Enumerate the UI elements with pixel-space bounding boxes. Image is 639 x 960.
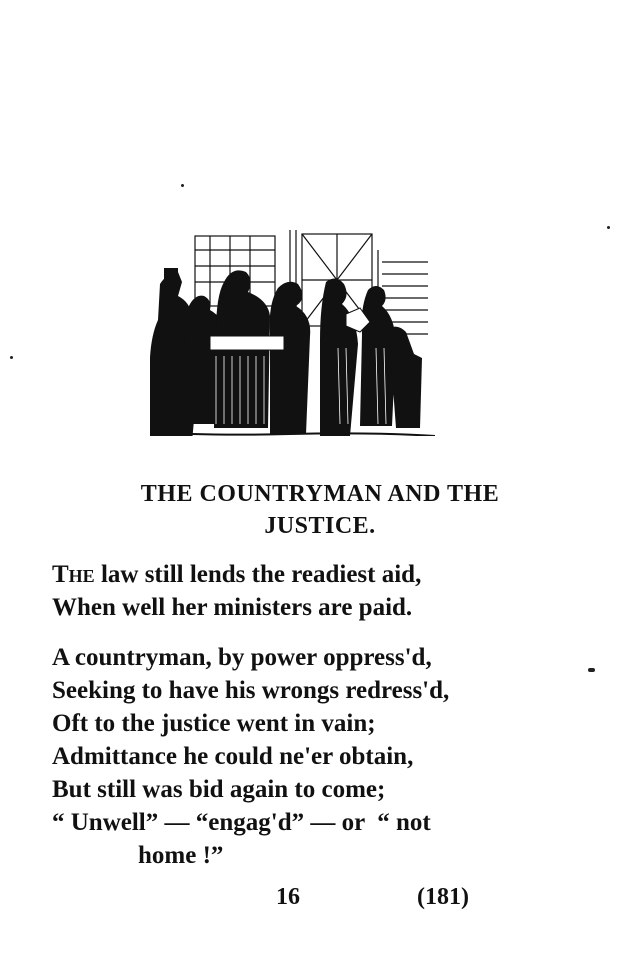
verse-line [52, 558, 552, 591]
verse-line: Admittance he could ne'er obtain, [52, 743, 414, 770]
courtroom-engraving-icon [150, 228, 435, 436]
verse-line: “ Unwell” — “engag'd” — or “ not [52, 809, 431, 836]
sequence-number: (181) [417, 884, 469, 910]
verse-line: But still was bid again to come; [52, 776, 386, 803]
verse-line: Seeking to have his wrongs redress'd, [52, 677, 450, 704]
verse-line: Oft to the justice went in vain; [52, 710, 376, 737]
verse-text: law still lends the readiest aid, [94, 561, 422, 588]
poem-stanza [52, 641, 552, 872]
ink-speck [588, 668, 595, 672]
page-number: 16 [276, 884, 300, 910]
moral-couplet [52, 558, 552, 624]
ink-speck [181, 184, 184, 187]
verse-line: When well her ministers are paid. [52, 594, 413, 621]
verse-line: A countryman, by power oppress'd, [52, 644, 432, 671]
ink-speck [607, 226, 610, 229]
poem-title-line: JUSTICE. [264, 513, 376, 539]
small-caps-word: The [52, 561, 95, 588]
poem-title [60, 478, 580, 542]
poem-title-line: THE COUNTRYMAN AND THE [140, 481, 500, 507]
ink-speck [10, 356, 13, 359]
verse-line: home !” [138, 842, 224, 869]
